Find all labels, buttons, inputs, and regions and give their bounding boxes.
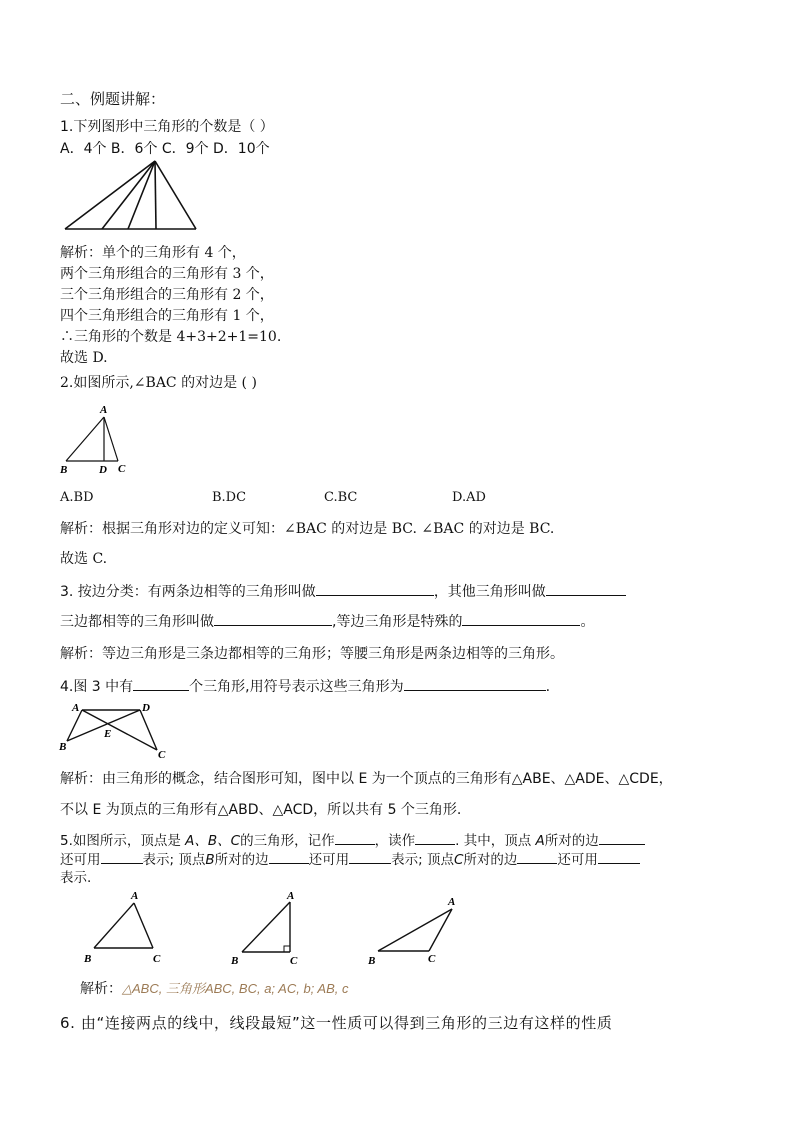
- q2-triangle-figure: [58, 402, 138, 476]
- q5-blank-notation[interactable]: [335, 830, 375, 845]
- q5-text-2d: 所对的边: [214, 852, 269, 868]
- q5-blank-side-b[interactable]: [269, 849, 309, 864]
- q5-fig1-side-ac: [134, 903, 153, 948]
- q5-blank-letter-b[interactable]: [349, 849, 391, 864]
- q1-analysis-5: ∴三角形的个数是 4+3+2+1=10.: [60, 329, 282, 345]
- q5-text-2h: 所对的边: [463, 852, 518, 868]
- q5-text-2a: 还可用: [60, 852, 101, 868]
- q4-line-1: [60, 676, 550, 696]
- q3-line-1: [60, 581, 626, 601]
- q3-blank-4[interactable]: [462, 611, 580, 626]
- q3-text-1: 3. 按边分类：有两条边相等的三角形叫做: [60, 584, 316, 600]
- q5-analysis-label: 解析：: [80, 981, 122, 997]
- q3-text-4: ,等边三角形是特殊的: [332, 614, 463, 630]
- q5-triangle-obtuse: [364, 892, 464, 968]
- q2-option-b: B.DC: [212, 490, 247, 505]
- q4-analysis-1: 解析：由三角形的概念，结合图形可知，图中以 E 为一个顶点的三角形有△ABE、△ADE、△CDE，: [60, 771, 673, 787]
- q1-right-side: [155, 161, 196, 229]
- q5-fig3-label-b: B: [368, 955, 376, 967]
- q5-text-2f: 表示; 顶点: [391, 852, 454, 868]
- q4-analysis-2: 不以 E 为顶点的三角形有△ABD、△ACD，所以共有 5 个三角形.: [60, 802, 462, 818]
- q5-fig1-label-b: B: [84, 953, 92, 965]
- q3-analysis: 解析：等边三角形是三条边都相等的三角形；等腰三角形是两条边相等的三角形。: [60, 646, 564, 662]
- q1-cevian-3: [155, 161, 156, 229]
- q4-label-d: D: [142, 702, 150, 714]
- q3-text-3: 三边都相等的三角形叫做: [60, 614, 214, 630]
- q3-line-2: [60, 611, 594, 631]
- q5-analysis: [80, 980, 348, 998]
- q3-text-2: ，其他三角形叫做: [433, 584, 546, 600]
- q5-blank-side-a[interactable]: [599, 830, 645, 845]
- q5-blank-side-c[interactable]: [517, 849, 557, 864]
- q2-side-ab: [66, 417, 104, 461]
- q3-text-5: 。: [580, 614, 595, 630]
- q5-text-1b: A、B、C: [185, 833, 241, 849]
- q5-fig3-label-c: C: [428, 953, 436, 965]
- q5-text-1d: ，读作: [374, 833, 416, 849]
- q5-text-2c: B: [205, 852, 215, 868]
- q5-text-2b: 表示; 顶点: [142, 852, 206, 868]
- q2-label-c: C: [118, 463, 126, 475]
- q5-triangle-acute: [80, 888, 170, 968]
- q1-options: A．4个 B．6个 C．9个 D．10个: [60, 141, 270, 157]
- q5-text-1c: 的三角形，记作: [240, 833, 335, 849]
- q5-triangle-right: [228, 888, 308, 968]
- q5-text-1a: 5.如图所示，顶点是: [60, 833, 186, 849]
- q1-analysis-4: 四个三角形组合的三角形有 1 个，: [60, 308, 274, 324]
- q2-label-b: B: [60, 464, 68, 476]
- q4-blank-1[interactable]: [133, 676, 189, 691]
- q1-analysis-2: 两个三角形组合的三角形有 3 个，: [60, 266, 274, 282]
- q2-option-d: D.AD: [452, 490, 486, 505]
- q4-blank-2[interactable]: [404, 676, 546, 691]
- q5-text-1f: A: [535, 833, 545, 849]
- q3-blank-2[interactable]: [546, 581, 626, 596]
- q5-fig1-label-c: C: [153, 953, 161, 965]
- q5-line-3: 表示.: [60, 870, 92, 886]
- q5-fig2-label-c: C: [290, 955, 298, 967]
- q2-side-ac: [104, 417, 118, 461]
- q3-blank-3[interactable]: [214, 611, 332, 626]
- q5-blank-letter-c[interactable]: [598, 849, 640, 864]
- q1-stem: 1.下列图形中三角形的个数是（ ）: [60, 119, 274, 135]
- q5-fig2-side-ab: [242, 902, 290, 952]
- q4-figure: [58, 698, 178, 762]
- q4-text-3: .: [545, 679, 551, 695]
- q2-label-a: A: [100, 404, 108, 416]
- q2-option-a: A.BD: [60, 490, 94, 505]
- q5-blank-letter-a[interactable]: [101, 849, 143, 864]
- q5-line-1: [60, 830, 645, 850]
- q4-label-b: B: [59, 741, 67, 753]
- q6-stem: 6. 由“连接两点的线中，线段最短”这一性质可以得到三角形的三边有这样的性质: [60, 1014, 613, 1032]
- q5-fig3-label-a: A: [448, 896, 456, 908]
- q2-answer: 故选 C.: [60, 551, 108, 567]
- q5-text-1e: . 其中，顶点: [455, 833, 536, 849]
- q5-fig2-right-angle-mark: [284, 946, 290, 952]
- q1-triangle-figure: [62, 158, 202, 232]
- q2-stem: 2.如图所示,∠BAC 的对边是 ( ): [60, 375, 257, 391]
- q5-text-2e: 还可用: [308, 852, 350, 868]
- q5-fig1-side-ab: [94, 903, 134, 948]
- q3-blank-1[interactable]: [316, 581, 434, 596]
- q5-fig1-label-a: A: [131, 890, 139, 902]
- q2-option-c: C.BC: [324, 490, 358, 505]
- q5-fig2-label-b: B: [231, 955, 239, 967]
- q5-analysis-answer: △ABC, 三角形ABC, BC, a; AC, b; AB, c: [122, 981, 349, 996]
- q5-text-1g: 所对的边: [544, 833, 599, 849]
- q4-label-e: E: [104, 728, 112, 740]
- q5-line-2: [60, 849, 640, 869]
- q4-text-1: 4.图 3 中有: [60, 679, 134, 695]
- q4-text-2: 个三角形,用符号表示这些三角形为: [189, 679, 404, 695]
- q5-fig2-label-a: A: [287, 890, 295, 902]
- q2-label-d: D: [99, 464, 107, 476]
- section-title: 二、例题讲解：: [60, 90, 166, 108]
- q1-answer: 故选 D.: [60, 350, 108, 366]
- q1-analysis-3: 三个三角形组合的三角形有 2 个，: [60, 287, 274, 303]
- q4-label-a: A: [72, 702, 80, 714]
- q4-side-dc: [140, 710, 157, 750]
- q5-blank-reading[interactable]: [415, 830, 455, 845]
- q2-analysis: 解析：根据三角形对边的定义可知：∠BAC 的对边是 BC. ∠BAC 的对边是 BC.: [60, 521, 555, 537]
- q1-analysis-1: 解析：单个的三角形有 4 个，: [60, 245, 246, 261]
- q4-label-c: C: [158, 749, 166, 761]
- q4-side-ab: [67, 710, 82, 741]
- q5-text-2i: 还可用: [557, 852, 598, 868]
- q5-text-2g: C: [453, 852, 464, 868]
